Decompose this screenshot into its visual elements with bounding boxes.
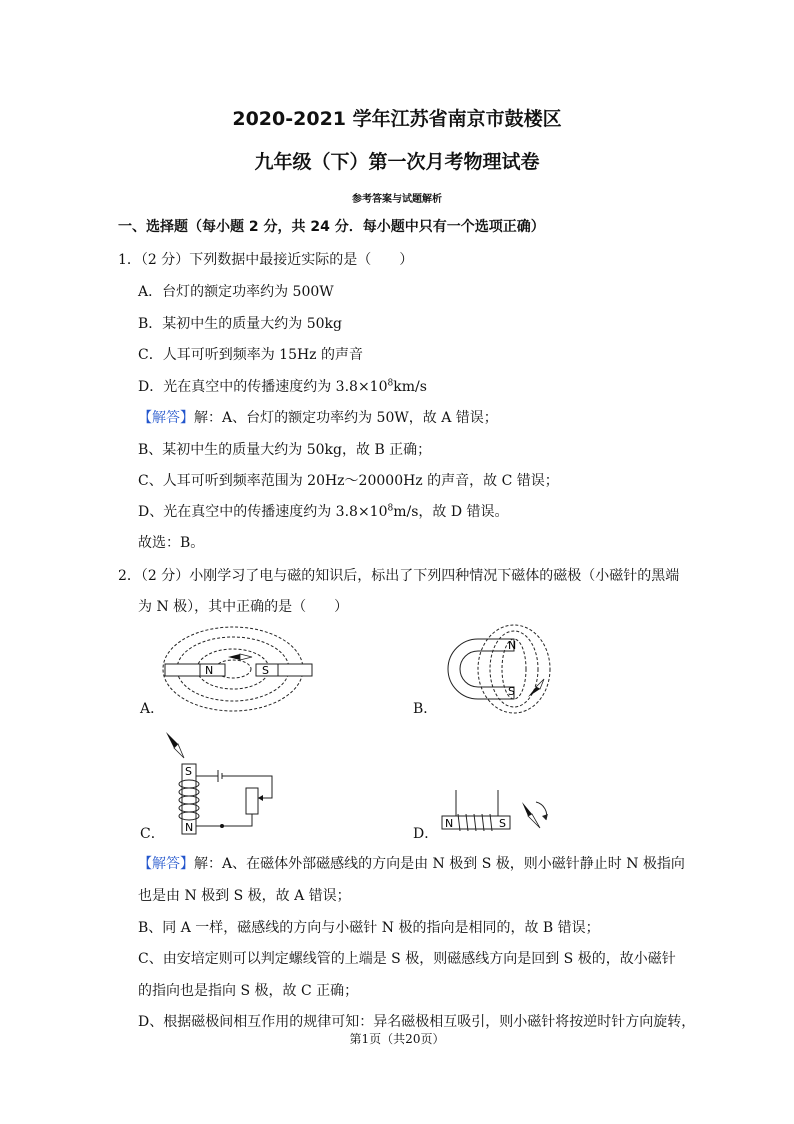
figure-b-pole-n: N (508, 639, 517, 652)
q2-answer-l3: B、同 A 一样，磁感线的方向与小磁针 N 极的指向是相同的，故 B 错误； (138, 920, 600, 936)
q1-answer-c: C、人耳可听到频率范围为 20Hz～20000Hz 的声音，故 C 错误； (138, 473, 559, 489)
q1-answer-d (138, 501, 509, 521)
q1-answer-d-unit: m/s，故 D 错误。 (393, 504, 509, 520)
figure-c-label: C． (140, 826, 165, 842)
figure-d-pole-n: N (445, 817, 454, 830)
figure-a-label: A． (140, 701, 165, 717)
q2-answer-line1 (138, 853, 685, 873)
q1-option-c: C．人耳可听到频率为 15Hz 的声音 (138, 347, 364, 363)
q1-option-d-unit: km/s (393, 379, 427, 395)
figure-c-pole-s: S (185, 765, 192, 778)
q1-answer-a: 解：A、台灯的额定功率约为 50W，故 A 错误； (194, 410, 498, 426)
figure-d-label: D． (413, 826, 439, 842)
q1-option-d-text: D．光在真空中的传播速度约为 3.8×10 (138, 379, 388, 395)
q1-answer-d-exponent: 8 (387, 503, 394, 514)
figure-b-label: B． (413, 701, 438, 717)
q1-answer-choice: 故选：B。 (138, 535, 205, 551)
section-heading: 一、选择题（每小题 2 分，共 24 分．每小题中只有一个选项正确） (118, 219, 545, 235)
q2-answer-l4: C、由安培定则可以判定螺线管的上端是 S 极，则磁感线方向是回到 S 极的，故小磁针 (138, 951, 676, 967)
answer-tag: 【解答】 (138, 410, 194, 426)
q2-stem-line2: 为 N 极），其中正确的是（ ） (138, 599, 349, 615)
figure-b-horseshoe-magnet (438, 625, 558, 717)
q2-answer-l2: 也是由 N 极到 S 极，故 A 错误； (138, 888, 351, 904)
figure-a-compass-needle (228, 654, 252, 660)
page-title-line2: 九年级（下）第一次月考物理试卷 (254, 151, 540, 173)
q1-stem: 1．（2 分）下列数据中最接近实际的是（ ） (118, 252, 414, 268)
q1-option-d (138, 376, 427, 396)
figure-d-compass-needle (522, 802, 540, 828)
figure-a-pole-s: S (262, 664, 269, 677)
q1-answer-b: B、某初中生的质量大约为 50kg，故 B 正确； (138, 442, 432, 458)
figure-c-pole-n: N (185, 821, 194, 834)
figure-a-bar-magnets (160, 625, 300, 720)
figure-c-solenoid-circuit (160, 728, 285, 838)
figure-c-compass-needle (166, 732, 184, 758)
q1-option-a: A．台灯的额定功率约为 500W (138, 284, 334, 300)
page-footer: 第1页（共20页） (349, 1032, 445, 1046)
figure-b-pole-s: S (508, 685, 515, 698)
q1-option-d-exponent: 8 (387, 378, 394, 389)
q2-stem-line1: 2．（2 分）小刚学习了电与磁的知识后，标出了下列四种情况下磁体的磁极（小磁针的黑端 (118, 568, 680, 584)
figure-d-solenoid (436, 790, 556, 840)
q1-option-b: B．某初中生的质量大约为 50kg (138, 316, 342, 332)
q2-answer-l5: 的指向也是指向 S 极，故 C 正确； (138, 983, 359, 999)
q2-answer-l6: D、根据磁极间相互作用的规律可知：异名磁极相互吸引，则小磁针将按逆时针方向旋转， (138, 1014, 696, 1030)
figure-b-compass-needle (528, 679, 544, 697)
figure-d-pole-s: S (499, 817, 506, 830)
page-subtitle: 参考答案与试题解析 (352, 194, 442, 205)
q2-answer-l1: 解：A、在磁体外部磁感线的方向是由 N 极到 S 极，则小磁针静止时 N 极指向 (194, 856, 685, 872)
answer-tag: 【解答】 (138, 856, 194, 872)
q1-answer-d-text: D、光在真空中的传播速度约为 3.8×10 (138, 504, 388, 520)
figure-a-pole-n: N (205, 664, 214, 677)
q1-answer-line-a (138, 407, 498, 427)
page-title-line1: 2020-2021 学年江苏省南京市鼓楼区 (232, 108, 562, 130)
